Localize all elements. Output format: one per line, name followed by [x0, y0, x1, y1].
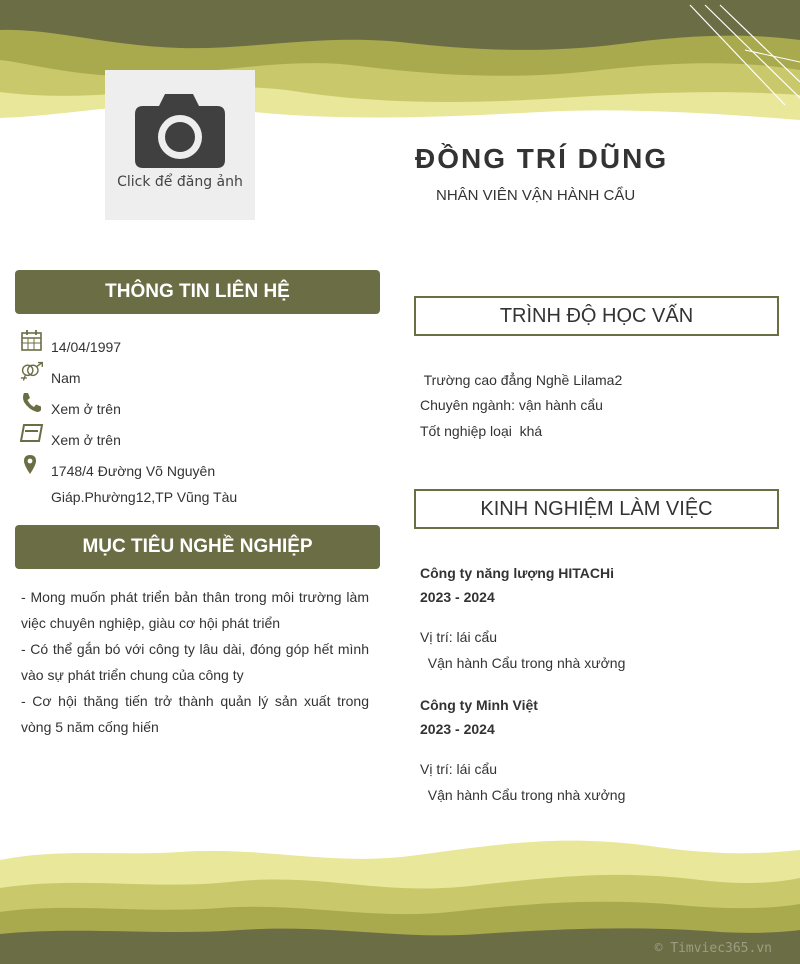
job-period: 2023 - 2024 — [420, 589, 495, 605]
education-major: Chuyên ngành: vận hành cẩu — [420, 397, 603, 413]
phone-value: Xem ở trên — [51, 401, 121, 417]
map-pin-icon — [20, 454, 44, 476]
profile-photo-upload[interactable] — [105, 70, 255, 220]
email-icon — [20, 423, 44, 445]
job-period: 2023 - 2024 — [420, 721, 495, 737]
job-description: Vận hành Cẩu trong nhà xưởng — [420, 655, 626, 671]
photo-upload-caption: Click để đăng ảnh — [117, 174, 243, 190]
experience-heading: KINH NGHIỆM LÀM VIỆC — [414, 489, 779, 529]
email-value: Xem ở trên — [51, 432, 121, 448]
job-description: Vận hành Cẩu trong nhà xưởng — [420, 787, 626, 803]
job-position: Vị trí: lái cẩu — [420, 761, 498, 777]
watermark: © Timviec365.vn — [654, 941, 772, 956]
job-position: Vị trí: lái cẩu — [420, 629, 498, 645]
objective-line: - Có thể gắn bó với công ty lâu dài, đóng góp hết mình vào sự phát triển chung của công ty — [21, 641, 369, 683]
candidate-name: ĐỒNG TRÍ DŨNG — [415, 143, 669, 174]
address-line-1: 1748/4 Đường Võ Nguyên — [51, 463, 216, 479]
gender-value: Nam — [51, 370, 81, 386]
career-objective-text — [21, 584, 369, 740]
candidate-job-title: NHÂN VIÊN VẬN HÀNH CẨU — [436, 187, 636, 204]
objective-line: - Mong muốn phát triển bản thân trong môi trường làm việc chuyên nghiệp, giàu cơ hội phát triển — [21, 589, 369, 631]
education-grade: Tốt nghiệp loại khá — [420, 423, 543, 439]
job-company: Công ty năng lượng HITACHi — [420, 565, 615, 581]
camera-icon — [135, 90, 225, 170]
objective-line: - Cơ hội thăng tiến trở thành quản lý sản xuất trong vòng 5 năm cống hiến — [21, 693, 369, 735]
calendar-icon — [20, 330, 44, 352]
education-school: Trường cao đẳng Nghề Lilama2 — [420, 372, 623, 388]
address-line-2: Giáp.Phường12,TP Vũng Tàu — [51, 489, 238, 505]
phone-icon — [20, 392, 44, 414]
contact-info-heading: THÔNG TIN LIÊN HỆ — [15, 270, 380, 314]
education-heading: TRÌNH ĐỘ HỌC VẤN — [414, 296, 779, 336]
gender-icon — [20, 361, 44, 383]
birthdate-value: 14/04/1997 — [51, 339, 122, 355]
career-objective-heading: MỤC TIÊU NGHỀ NGHIỆP — [15, 525, 380, 569]
job-company: Công ty Minh Việt — [420, 697, 538, 713]
